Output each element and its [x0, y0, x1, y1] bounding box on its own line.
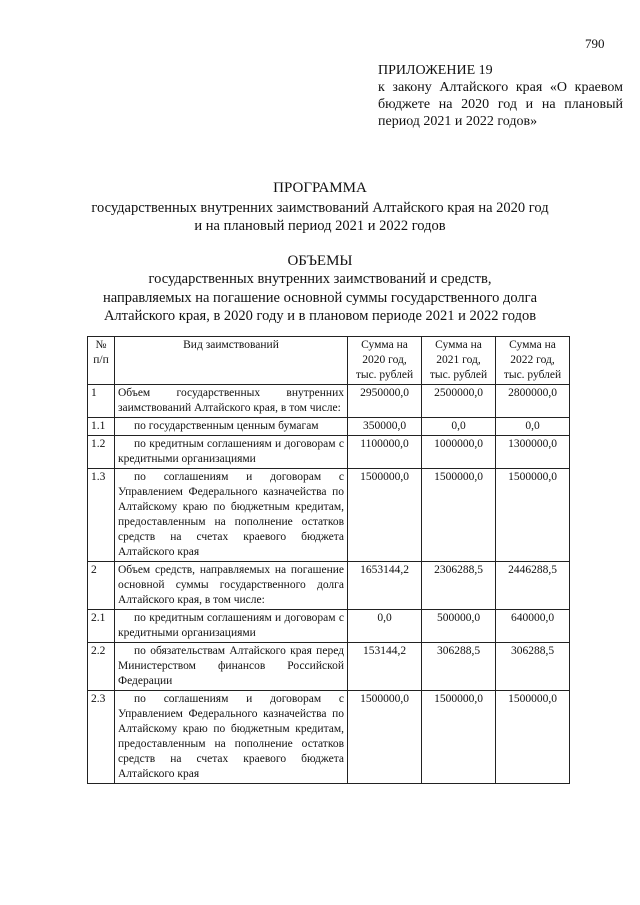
row-sum-2020: 0,0	[348, 610, 422, 643]
row-number: 1.1	[88, 418, 115, 436]
row-sum-2021: 0,0	[422, 418, 496, 436]
table-row	[88, 469, 570, 562]
table-row	[88, 691, 570, 784]
row-sum-2022: 2446288,5	[496, 562, 570, 610]
row-sum-2022: 2800000,0	[496, 385, 570, 418]
row-number: 1.2	[88, 436, 115, 469]
borrowings-table	[87, 336, 570, 784]
program-subtitle-line-2: и на плановый период 2021 и 2022 годов	[194, 218, 446, 234]
table-row	[88, 436, 570, 469]
appendix-title: ПРИЛОЖЕНИЕ 19	[378, 63, 493, 78]
volumes-subtitle-line-1: государственных внутренних заимствований и средств,	[148, 271, 492, 287]
row-sum-2021: 2500000,0	[422, 385, 496, 418]
table-row	[88, 385, 570, 418]
row-sum-2021: 2306288,5	[422, 562, 496, 610]
header-sum-2022: Сумма на 2022 год, тыс. рублей	[496, 337, 570, 385]
row-description: по кредитным соглашениям и договорам с кредитными организациями	[115, 436, 348, 469]
volumes-title: ОБЪЕМЫ	[287, 253, 353, 269]
table-row	[88, 418, 570, 436]
table-row	[88, 562, 570, 610]
row-sum-2022: 306288,5	[496, 643, 570, 691]
appendix-header	[378, 62, 623, 130]
table-row	[88, 643, 570, 691]
volumes-subtitle-line-3: Алтайского края, в 2020 году и в плановом периоде 2021 и 2022 годов	[103, 308, 537, 324]
appendix-text: к закону Алтайского края «О краевом бюджете на 2020 год и на плановый период 2021 и 2022 годов»	[378, 80, 623, 129]
page-number: 790	[585, 36, 605, 51]
row-description: по соглашениям и договорам с Управлением Федерального казначейства по Алтайскому краю по бюджетным кредитам, предоставленным на пополнение остатков средств на счетах краевого бюджета Алтайского края	[115, 691, 348, 784]
program-subtitle-line-1: государственных внутренних заимствований Алтайского края на 2020 год	[91, 200, 549, 216]
row-description: Объем средств, направляемых на погашение основной суммы государственного долга Алтайского края, в том числе:	[115, 562, 348, 610]
row-number: 2.3	[88, 691, 115, 784]
row-sum-2020: 1653144,2	[348, 562, 422, 610]
row-sum-2021: 500000,0	[422, 610, 496, 643]
header-borrowing-type: Вид заимствований	[115, 337, 348, 385]
row-sum-2021: 1000000,0	[422, 436, 496, 469]
header-number: № п/п	[88, 337, 115, 385]
row-sum-2022: 1500000,0	[496, 691, 570, 784]
row-sum-2020: 350000,0	[348, 418, 422, 436]
row-number: 1	[88, 385, 115, 418]
row-description: Объем государственных внутренних заимствований Алтайского края, в том числе:	[115, 385, 348, 418]
table-row	[88, 610, 570, 643]
program-title: ПРОГРАММА	[273, 180, 367, 196]
row-sum-2022: 0,0	[496, 418, 570, 436]
row-description: по кредитным соглашениям и договорам с кредитными организациями	[115, 610, 348, 643]
row-sum-2020: 2950000,0	[348, 385, 422, 418]
row-number: 2.2	[88, 643, 115, 691]
row-description: по соглашениям и договорам с Управлением Федерального казначейства по Алтайскому краю по бюджетным кредитам, предоставленным на пополнение остатков средств на счетах краевого бюджета Алтайского края	[115, 469, 348, 562]
table-header-row	[88, 337, 570, 385]
row-sum-2020: 1100000,0	[348, 436, 422, 469]
row-sum-2020: 153144,2	[348, 643, 422, 691]
row-sum-2021: 306288,5	[422, 643, 496, 691]
row-sum-2021: 1500000,0	[422, 691, 496, 784]
row-number: 1.3	[88, 469, 115, 562]
row-sum-2022: 640000,0	[496, 610, 570, 643]
row-sum-2022: 1500000,0	[496, 469, 570, 562]
row-sum-2022: 1300000,0	[496, 436, 570, 469]
row-sum-2020: 1500000,0	[348, 691, 422, 784]
row-number: 2.1	[88, 610, 115, 643]
header-sum-2020: Сумма на 2020 год, тыс. рублей	[348, 337, 422, 385]
row-number: 2	[88, 562, 115, 610]
header-sum-2021: Сумма на 2021 год, тыс. рублей	[422, 337, 496, 385]
row-sum-2021: 1500000,0	[422, 469, 496, 562]
row-description: по обязательствам Алтайского края перед Министерством финансов Российской Федерации	[115, 643, 348, 691]
row-description: по государственным ценным бумагам	[115, 418, 348, 436]
row-sum-2020: 1500000,0	[348, 469, 422, 562]
volumes-subtitle-line-2: направляемых на погашение основной суммы государственного долга	[102, 290, 538, 306]
